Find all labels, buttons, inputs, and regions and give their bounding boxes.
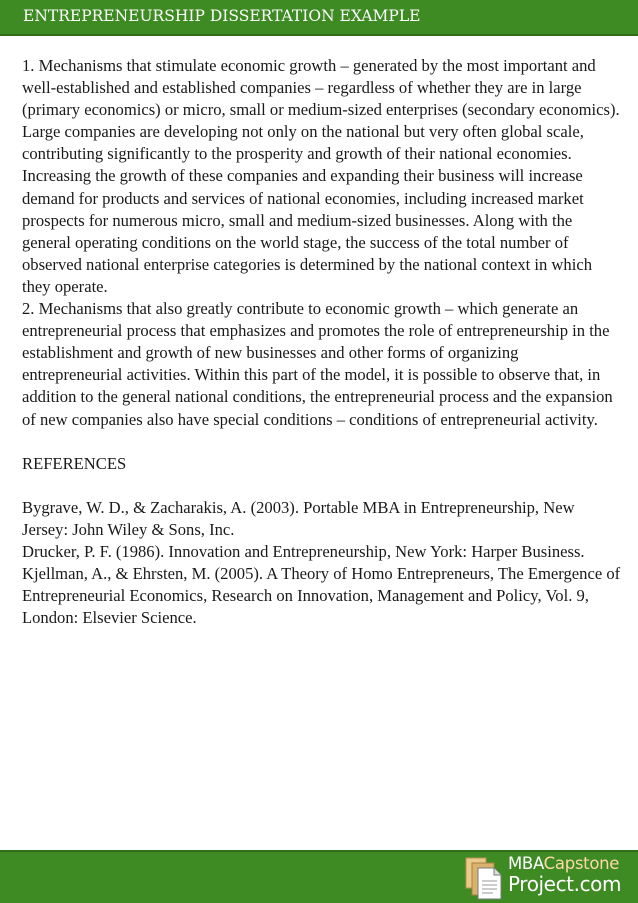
body-paragraph-1: 1. Mechanisms that stimulate economic growth – generated by the most important and well-established and established companies – regardless of whether they are in large (primary economics) or micro, small or medium-sized enterprises (secondary economics). Large companies are developing not only on the national but very often global scale, contributing significantly to the prosperity and growth of their national economies. Increasing the growth of these companies and expanding their business will increase demand for products and services of national economies, including increased market prospects for numerous micro, small and medium-sized businesses. Along with the general operating conditions on the world stage, the success of the total number of observed national enterprise categories is determined by the national context in which they operate. [22,56,620,296]
reference-3: Kjellman, A., & Ehrsten, M. (2005). A Theory of Homo Entrepreneurs, The Emergence of Entrepreneurial Economics, Research on Innovation, Management and Policy, Vol. 9, London: Elsevier Science. [22,563,621,628]
reference-2: Drucker, P. F. (1986). Innovation and Entrepreneurship, New York: Harper Business. [22,541,585,561]
references-heading: REFERENCES [22,453,127,473]
logo-brand-line [508,854,619,873]
logo-capstone-text: Capstone [543,854,620,873]
reference-1: Bygrave, W. D., & Zacharakis, A. (2003). Portable MBA in Entrepreneurship, New Jersey: John Wiley & Sons, Inc. [22,497,575,539]
document-body [22,55,622,629]
mbacapstone-logo[interactable] [464,852,634,902]
logo-project-text: Project.com [508,872,622,896]
body-paragraph-2: 2. Mechanisms that also greatly contribute to economic growth – which generate an entrepreneurial process that emphasizes and promotes the role of entrepreneurship in the establishment and growth of new businesses and other forms of organizing entrepreneurial activities. Within this part of the model, it is possible to observe that, in addition to the general national conditions, the entrepreneurial process and the expansion of new companies also have special conditions – conditions of entrepreneurial activity. [22,299,613,429]
logo-mba-text: MBA [508,854,544,873]
documents-icon [464,856,504,900]
page-title: ENTREPRENEURSHIP DISSERTATION EXAMPLE [23,7,421,25]
header-bar [0,0,638,36]
